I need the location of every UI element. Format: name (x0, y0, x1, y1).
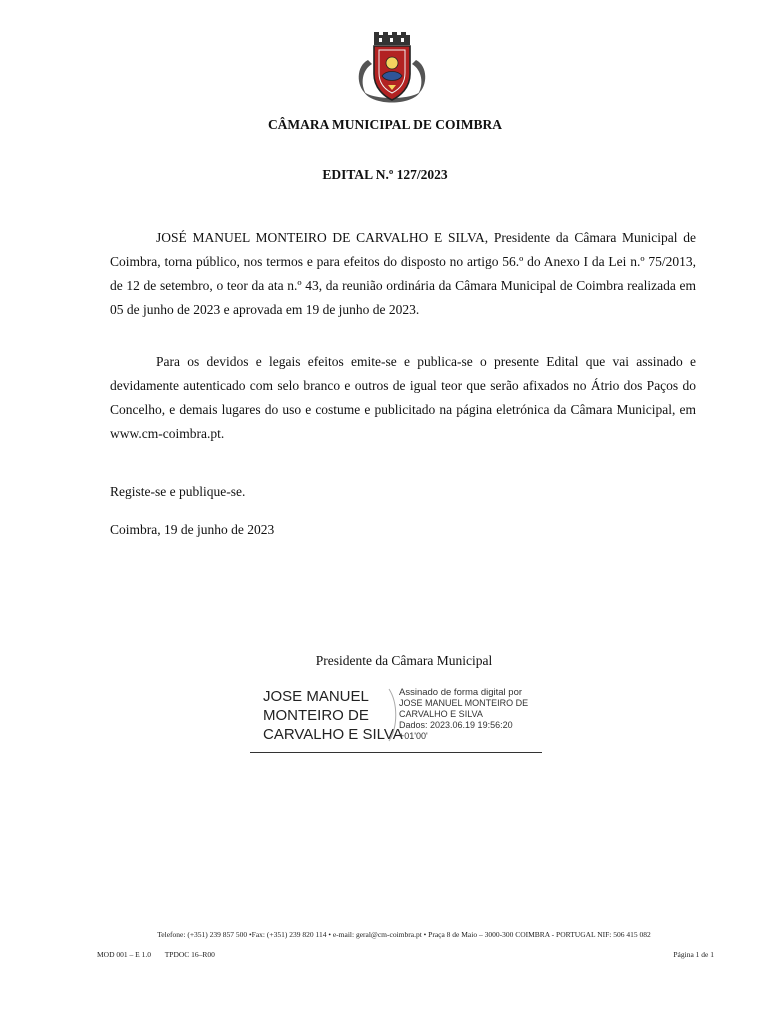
body-paragraph-2 (110, 350, 696, 446)
signature-info-line: Assinado de forma digital por (399, 687, 523, 698)
signature-name-line: MONTEIRO DE (263, 707, 369, 724)
institution-title: CÂMARA MUNICIPAL DE COIMBRA (267, 117, 503, 132)
signature-name (263, 687, 403, 744)
digital-signature-block (250, 680, 542, 753)
place-date: Coimbra, 19 de junho de 2023 (110, 522, 275, 537)
signature-info-line: CARVALHO E SILVA (399, 709, 483, 719)
footer-contact: Telefone: (+351) 239 857 500 •Fax: (+351) 239 820 114 • e-mail: geral@cm-coimbra.pt • Praça 8 de Maio – 3000-300 COIMBRA - PORTUGAL NIF: 506 415 082 (157, 930, 651, 939)
signature-name-line: JOSE MANUEL (263, 688, 369, 705)
paragraph-1-text: JOSÉ MANUEL MONTEIRO DE CARVALHO E SILVA, Presidente da Câmara Municipal de Coimbra, torna público, nos termos e para efeitos do disposto no artigo 56.º do Anexo I da Lei n.º 75/2013, de 12 de setembro, o teor da ata n.º 43, da reunião ordinária da Câmara Municipal de Coimbra realizada em 05 de junho de 2023 e aprovada em 19 de junho de 2023. (110, 230, 696, 317)
doc-code: TPDOC 16–R00 (164, 950, 215, 959)
signature-info-line: Dados: 2023.06.19 19:56:20 (399, 720, 513, 730)
footer-codes (97, 950, 227, 959)
signature-info-line: +01'00' (399, 731, 428, 741)
body-paragraph-1 (110, 226, 696, 322)
paragraph-2-text: Para os devidos e legais efeitos emite-se e publica-se o presente Edital que vai assinado e devidamente autenticado com selo branco e outros de igual teor que serão afixados no Átrio dos Paços do Concelho, e demais lugares do uso e costume e publicitado na página eletrónica da Câmara Municipal, em www.cm-coimbra.pt. (110, 354, 696, 441)
mod-code: MOD 001 – E 1.0 (97, 950, 151, 959)
signatory-role: Presidente da Câmara Municipal (315, 653, 493, 668)
register-line: Registe-se e publique-se. (110, 484, 246, 499)
signature-info-line: JOSE MANUEL MONTEIRO DE (399, 698, 529, 708)
coimbra-coat-of-arms-icon (352, 30, 432, 110)
edital-number: EDITAL N.º 127/2023 (322, 167, 448, 182)
page-number: Página 1 de 1 (673, 950, 714, 959)
signature-details (399, 687, 528, 742)
signature-name-line: CARVALHO E SILVA (263, 726, 403, 743)
